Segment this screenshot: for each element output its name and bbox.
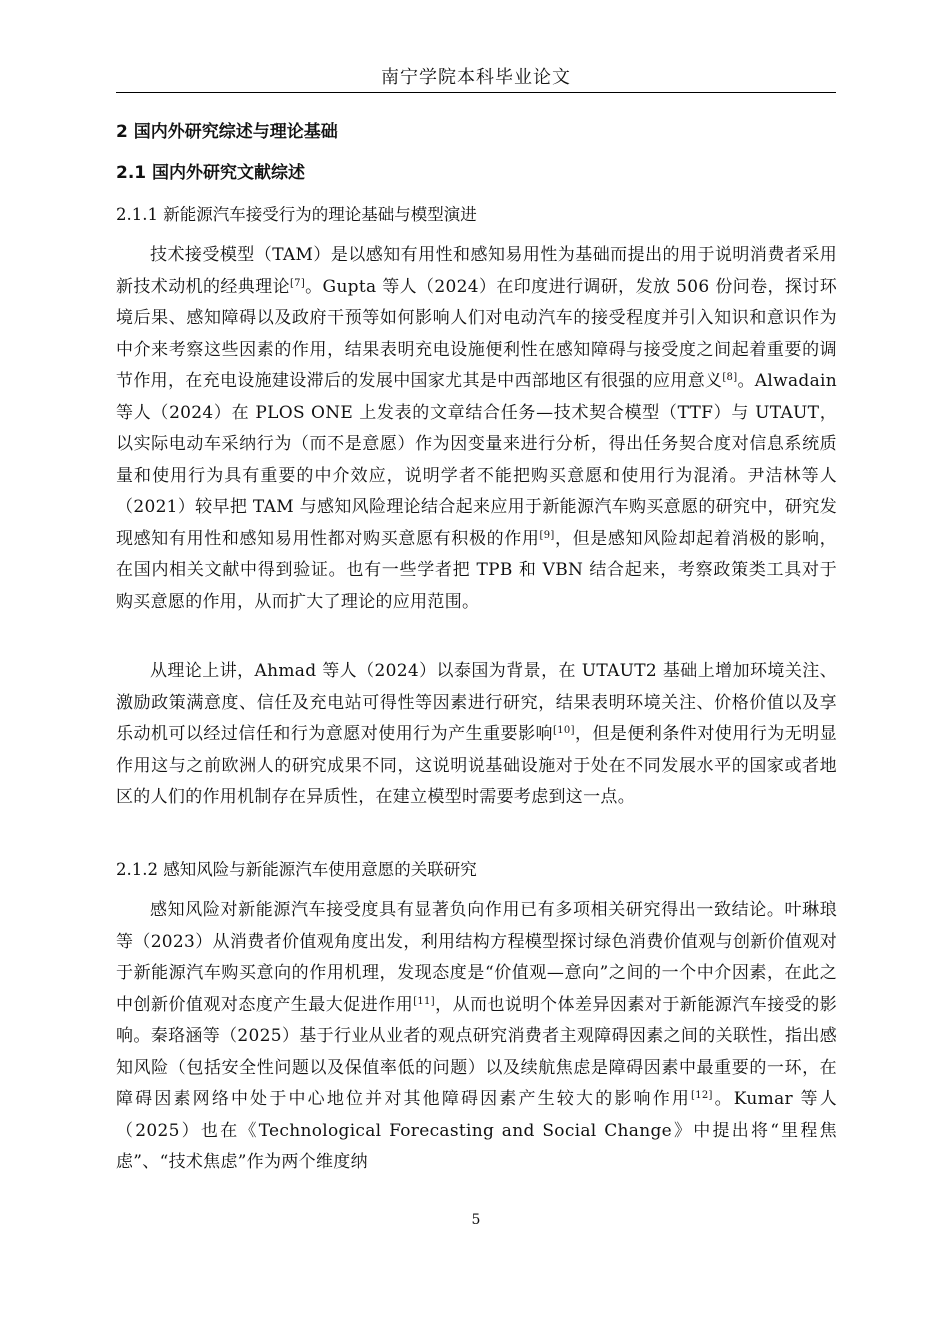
subsection-heading-1: 2.1.1 新能源汽车接受行为的理论基础与模型演进 (116, 205, 477, 224)
page-number: 5 (471, 1212, 481, 1228)
paragraph-text: 。Gupta 等人（2024）在印度进行调研，发放 506 份问卷，探讨环境后果、感知障碍以及政府干预等如何影响人们对电动汽车的接受程度并引入知识和意识作为中介来考察这些因素的作用，结果表明充电设施便利性在感知障碍与接受度之间起着重要的调节作用，在充电设施建设滞后的发展中国家尤其是中西部地区有很强的应用意义 (116, 276, 838, 391)
paragraph-text: 。Alwadain 等人（2024）在 PLOS ONE 上发表的文章结合任务—技术契合模型（TTF）与 UTAUT，以实际电动车采纳行为（而不是意愿）作为因变量来进行分析，得出任务契合度对信息系统质量和使用行为具有重要的中介效应，说明学者不能把购买意愿和使用行为混淆。尹洁林等人（2021）较早把 TAM 与感知风险理论结合起来应用于新能源汽车购买意愿的研究中，研究发现感知有用性和感知易用性都对购买意愿有积极的作用 (116, 371, 837, 549)
body-paragraph-1 (116, 240, 837, 618)
paragraph-text: 感知风险对新能源汽车接受度具有显著负向作用已有多项相关研究得出一致结论。叶琳琅等（2023）从消费者价值观角度出发，利用结构方程模型探讨绿色消费价值观与创新价值观对于新能源汽车购买意向的作用机理，发现态度是“价值观—意向”之间的一个中介因素，在此之中创新价值观对态度产生最大促进作用 (116, 900, 837, 1015)
citation-ref: [9] (539, 529, 555, 541)
header-rule (116, 92, 836, 93)
paragraph-text: 。Kumar 等人（2025）也在《Technological Forecasting and Social Change》中提出将“里程焦虑”、“技术焦虑”作为两个维度纳 (116, 1089, 837, 1172)
citation-ref: [7] (289, 277, 306, 289)
paragraph-text: ，但是便利条件对使用行为无明显作用这与之前欧洲人的研究成果不同，这说明说基础设施对于处在不同发展水平的国家或者地区的人们的作用机制存在异质性，在建立模型时需要考虑到这一点。 (116, 724, 838, 807)
paragraph-text: ，从而也说明个体差异因素对于新能源汽车接受的影响。秦珞涵等（2025）基于行业从业者的观点研究消费者主观障碍因素之间的关联性，指出感知风险（包括安全性问题以及保值率低的问题）以及续航焦虑是障碍因素中最重要的一环，在障碍因素网络中处于中心地位并对其他障碍因素产生较大的影响作用 (116, 994, 837, 1109)
chapter-heading: 2 国内外研究综述与理论基础 (116, 122, 338, 142)
section-heading: 2.1 国内外研究文献综述 (116, 163, 306, 183)
running-header: 南宁学院本科毕业论文 (381, 67, 571, 88)
body-paragraph-3 (116, 895, 837, 1179)
citation-ref: [10] (553, 725, 575, 736)
citation-ref: [12] (691, 1090, 713, 1101)
paragraph-text: 从理论上讲，Ahmad 等人（2024）以泰国为背景，在 UTAUT2 基础上增加环境关注、激励政策满意度、信任及充电站可得性等因素进行研究，结果表明环境关注、价格价值以及享乐动机可以经过信任和行为意愿对使用行为产生重要影响 (116, 661, 837, 744)
paragraph-text: ，但是感知风险却起着消极的影响，在国内相关文献中得到验证。也有一些学者把 TPB 和 VBN 结合起来，考察政策类工具对于购买意愿的作用，从而扩大了理论的应用范围。 (116, 528, 837, 612)
citation-ref: [11] (413, 995, 435, 1007)
citation-ref: [8] (722, 372, 738, 383)
paragraph-text: 技术接受模型（TAM）是以感知有用性和感知易用性为基础而提出的用于说明消费者采用新技术动机的经典理论 (116, 245, 837, 297)
subsection-heading-2: 2.1.2 感知风险与新能源汽车使用意愿的关联研究 (116, 860, 477, 879)
body-paragraph-2 (116, 656, 837, 814)
